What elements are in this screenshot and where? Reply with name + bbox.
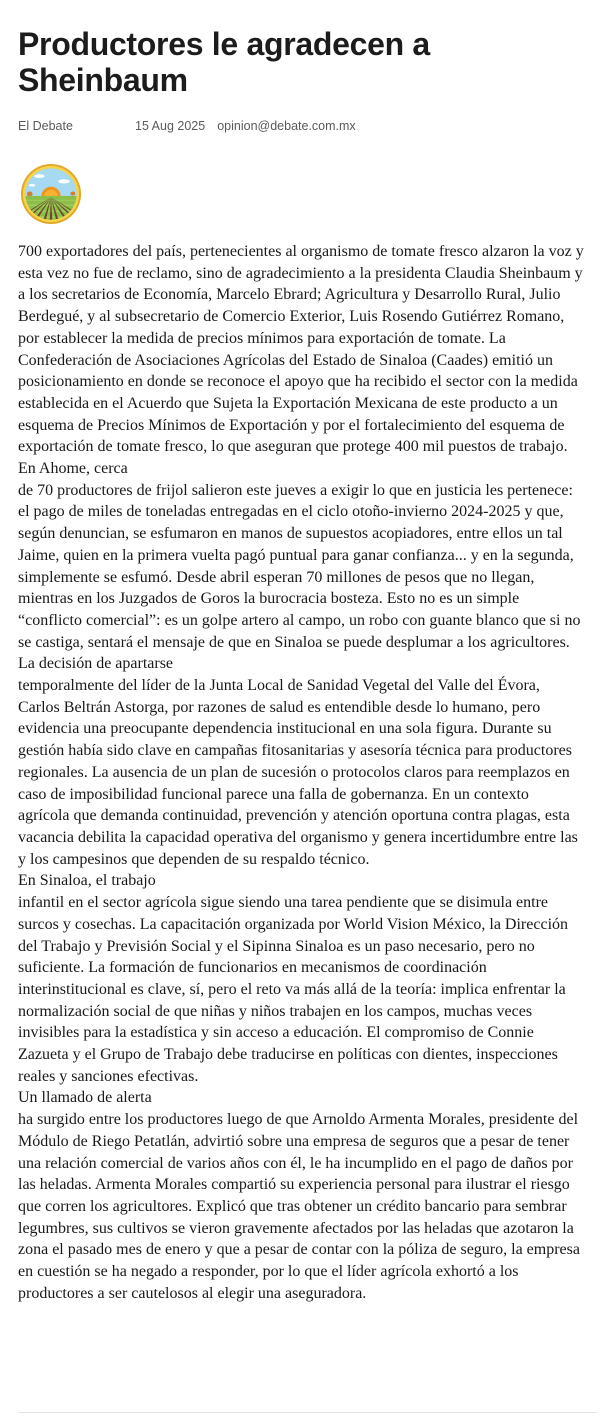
- publication-avatar: [20, 163, 82, 225]
- byline: [18, 119, 600, 133]
- article-body: [18, 241, 584, 1304]
- page-title: Productores le agradecen a Sheinbaum: [18, 26, 430, 98]
- paragraph: [18, 458, 584, 653]
- paragraph: [18, 653, 584, 870]
- paragraph-lead: Un llamado de alerta: [18, 1089, 152, 1107]
- paragraph: [18, 241, 584, 458]
- paragraph-text: temporalmente del líder de la Junta Local de Sanidad Vegetal del Valle del Évora, Carlos Beltrán Astorga, por razones de salud es entendible desde lo humano, pero evidencia una preocupante dependencia institucional en una sola figura. Durante su gestión había sido clave en campañas fitosanitarias y asesoría técnica para productores regionales. La ausencia de un plan de sucesión o protocolos claros para reemplazos en caso de imposibilidad funcional parece una falla de gobernanza. En un contexto agrícola que demanda continuidad, prevención y atención oportuna contra plagas, esta vacancia debilita la capacidad operativa del organismo y genera incertidumbre entre las y los campesinos que dependen de su respaldo técnico.: [18, 677, 578, 868]
- paragraph-lead: En Sinaloa, el trabajo: [18, 872, 156, 890]
- paragraph-text: ha surgido entre los productores luego de que Arnoldo Armenta Morales, presidente del Módulo de Riego Petatlán, advirtió sobre una empresa de seguros que a pesar de tener una relación comercial de varios años con él, le ha incumplido en el pago de daños por las heladas. Armenta Morales compartió su experiencia personal para ilustrar el riesgo que corren los agricultores. Explicó que tras obtener un crédito bancario para sembrar legumbres, sus cultivos se vieron gravemente afectados por las heladas que azotaron la zona el pasado mes de enero y que a pesar de contar con la póliza de seguro, la empresa en cuestión se ha negado a responder, por lo que el líder agrícola exhortó a los productores a ser cautelosos al elegir una aseguradora.: [18, 1111, 580, 1302]
- paragraph-text: infantil en el sector agrícola sigue siendo una tarea pendiente que se disimula entre surcos y cosechas. La capacitación organizada por World Vision México, la Dirección del Trabajo y Previsión Social y el Sipinna Sinaloa es un paso necesario, pero no suficiente. La formación de funcionarios en mecanismos de coordinación interinstitucional es clave, sí, pero el reto va más allá de la teoría: implica enfrentar la normalización social de que niñas y niños trabajen en los campos, muchas veces invisibles para la estadística y sin acceso a educación. El compromiso de Connie Zazueta y el Grupo de Trabajo debe traducirse en políticas con dientes, inspecciones reales y sanciones efectivas.: [18, 894, 569, 1085]
- source-name: El Debate: [18, 119, 73, 133]
- publish-date: 15 Aug 2025: [135, 119, 206, 133]
- paragraph-lead: La decisión de apartarse: [18, 655, 174, 673]
- contact-email[interactable]: opinion@debate.com.mx: [217, 119, 356, 133]
- paragraph-text: de 70 productores de frijol salieron este jueves a exigir lo que en justicia les pertenece: el pago de miles de toneladas entregadas en el ciclo otoño-invierno 2024-2025 y que, según denuncian, se esfumaron en manos de supuestos acopiadores, entre ellos un tal Jaime, quien en la primera vuelta pagó puntual para ganar confianza... y en la segunda, simplemente se esfumó. Desde abril esperan 70 millones de pesos que no llegan, mientras en los Juzgados de Goros la burocracia bosteza. Esto no es un simple “conflicto comercial”: es un golpe artero al campo, un robo con guante blanco que si no se castiga, sentará el mensaje de que en Sinaloa se puede desplumar a los agricultores.: [18, 481, 581, 651]
- paragraph-text: 700 exportadores del país, pertenecientes al organismo de tomate fresco alzaron la voz y esta vez no fue de reclamo, sino de agradecimiento a la presidenta Claudia Sheinbaum y a los secretarios de Economía, Marcelo Ebrard; Agricultura y Desarrollo Rural, Julio Berdegué, y al subsecretario de Comercio Exterior, Luis Rosendo Gutiérrez Romano, por establecer la medida de precios mínimos para exportación de tomate. La Confederación de Asociaciones Agrícolas del Estado de Sinaloa (Caades) emitió un posicionamiento en donde se reconoce el apoyo que ha recibido el sector con la medida establecida en el Acuerdo que Sujeta la Exportación Mexicana de este producto a un esquema de Precios Mínimos de Exportación y por el fortalecimiento del esquema de exportación de tomate fresco, lo que aseguran que protege 400 mil puestos de trabajo.: [18, 243, 584, 456]
- paragraph-lead: En Ahome, cerca: [18, 460, 128, 478]
- paragraph: [18, 1087, 584, 1304]
- paragraph: [18, 870, 584, 1087]
- sunrise-field-logo: [20, 163, 82, 225]
- bottom-divider: [18, 1412, 597, 1413]
